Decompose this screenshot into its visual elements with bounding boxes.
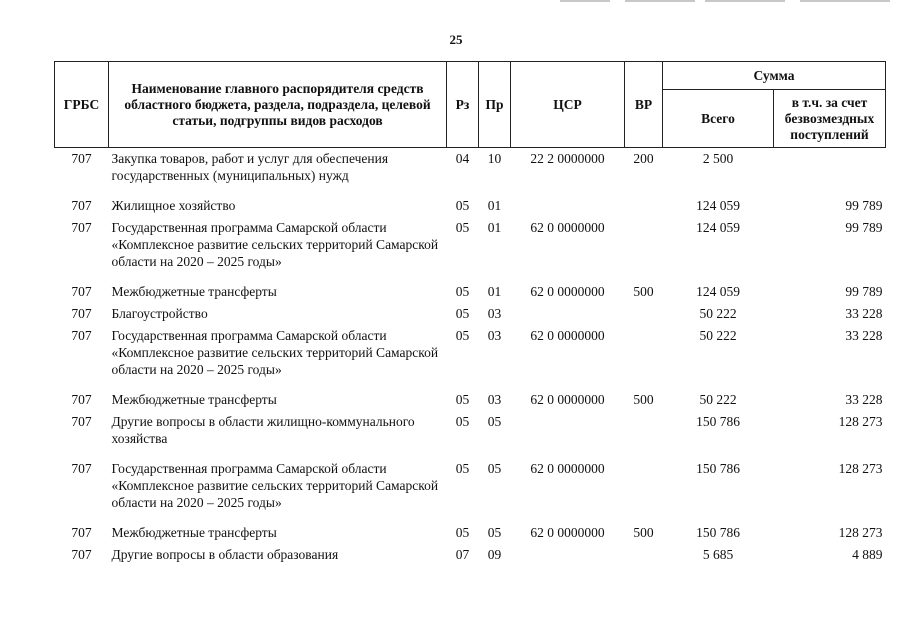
cell-total: 150 786 bbox=[696, 525, 740, 540]
cell-name: Благоустройство bbox=[111, 306, 208, 321]
cell-pr: 09 bbox=[487, 547, 502, 562]
cell-rz: 05 bbox=[455, 461, 470, 476]
cell-csr: 22 2 0000000 bbox=[530, 151, 605, 166]
cell-vr: 500 bbox=[633, 392, 654, 407]
header-rz: Рз bbox=[447, 62, 479, 148]
cell-free: 33 228 bbox=[845, 328, 883, 343]
table-row bbox=[55, 281, 886, 303]
cell-csr bbox=[511, 195, 625, 217]
cell-rz: 05 bbox=[455, 392, 470, 407]
cell-rz: 05 bbox=[455, 284, 470, 299]
cell-total: 50 222 bbox=[699, 328, 737, 343]
cell-name: Межбюджетные трансферты bbox=[111, 525, 277, 540]
cell-grbs: 707 bbox=[71, 220, 92, 235]
cell-grbs: 707 bbox=[71, 414, 92, 429]
table-row bbox=[55, 217, 886, 281]
cell-grbs: 707 bbox=[71, 392, 92, 407]
cell-name: Государственная программа Самарской области «Комплексное развитие сельских территорий Самарской области на 2020 – 2025 годы» bbox=[111, 461, 439, 510]
cell-vr bbox=[625, 458, 663, 522]
budget-table bbox=[54, 61, 886, 566]
cell-pr: 01 bbox=[487, 284, 502, 299]
cell-grbs: 707 bbox=[71, 284, 92, 299]
cell-csr: 62 0 0000000 bbox=[530, 284, 605, 299]
cell-grbs: 707 bbox=[71, 151, 92, 166]
cell-free: 99 789 bbox=[845, 198, 883, 213]
cell-pr: 01 bbox=[487, 198, 502, 213]
cell-free: 128 273 bbox=[838, 461, 883, 476]
cell-name: Другие вопросы в области жилищно-коммунального хозяйства bbox=[111, 414, 415, 446]
cell-vr bbox=[625, 217, 663, 281]
cell-free: 128 273 bbox=[838, 414, 883, 429]
page-number: 25 bbox=[449, 32, 463, 47]
cell-rz: 05 bbox=[455, 328, 470, 343]
cell-vr bbox=[625, 411, 663, 458]
cell-total: 124 059 bbox=[696, 284, 740, 299]
cell-free bbox=[774, 148, 886, 196]
table-row bbox=[55, 148, 886, 196]
cell-vr: 200 bbox=[633, 151, 654, 166]
cell-rz: 05 bbox=[455, 306, 470, 321]
cell-vr bbox=[625, 195, 663, 217]
cell-free: 128 273 bbox=[838, 525, 883, 540]
cell-grbs: 707 bbox=[71, 306, 92, 321]
cell-total: 50 222 bbox=[699, 306, 737, 321]
cell-csr bbox=[511, 411, 625, 458]
cell-free: 4 889 bbox=[852, 547, 883, 562]
cell-name: Межбюджетные трансферты bbox=[111, 284, 277, 299]
cell-csr: 62 0 0000000 bbox=[530, 392, 605, 407]
cell-pr: 03 bbox=[487, 392, 502, 407]
header-vr: ВР bbox=[625, 62, 663, 148]
header-grbs: ГРБС bbox=[55, 62, 109, 148]
header-free: в т.ч. за счет безвозмездных поступлений bbox=[774, 90, 886, 148]
table-row bbox=[55, 458, 886, 522]
cell-rz: 04 bbox=[455, 151, 470, 166]
table-row bbox=[55, 195, 886, 217]
cell-vr bbox=[625, 303, 663, 325]
cell-vr: 500 bbox=[633, 284, 654, 299]
header-sum: Сумма bbox=[663, 62, 886, 90]
header-pr: Пр bbox=[479, 62, 511, 148]
cell-csr bbox=[511, 544, 625, 566]
cell-grbs: 707 bbox=[71, 198, 92, 213]
cell-name: Межбюджетные трансферты bbox=[111, 392, 277, 407]
cell-pr: 03 bbox=[487, 328, 502, 343]
cell-csr: 62 0 0000000 bbox=[530, 220, 605, 235]
cell-rz: 05 bbox=[455, 198, 470, 213]
cell-vr: 500 bbox=[633, 525, 654, 540]
cell-rz: 05 bbox=[455, 220, 470, 235]
header-name: Наименование главного распорядителя средств областного бюджета, раздела, подраздела, целевой статьи, подгруппы видов расходов bbox=[109, 62, 447, 148]
table-row bbox=[55, 522, 886, 544]
table-row bbox=[55, 411, 886, 458]
cell-total: 124 059 bbox=[696, 198, 740, 213]
cell-rz: 05 bbox=[455, 414, 470, 429]
cell-free: 33 228 bbox=[845, 306, 883, 321]
header-total: Всего bbox=[663, 90, 774, 148]
cell-name: Жилищное хозяйство bbox=[111, 198, 236, 213]
cell-pr: 05 bbox=[487, 461, 502, 476]
cell-free: 99 789 bbox=[845, 220, 883, 235]
cell-name: Другие вопросы в области образования bbox=[111, 547, 339, 562]
cell-csr: 62 0 0000000 bbox=[530, 461, 605, 476]
cell-total: 5 685 bbox=[702, 547, 734, 562]
cell-vr bbox=[625, 325, 663, 389]
cell-grbs: 707 bbox=[71, 547, 92, 562]
cell-vr bbox=[625, 544, 663, 566]
cell-pr: 05 bbox=[487, 414, 502, 429]
cell-total: 2 500 bbox=[702, 151, 734, 166]
table-row bbox=[55, 544, 886, 566]
cell-pr: 05 bbox=[487, 525, 502, 540]
table-row bbox=[55, 325, 886, 389]
cell-pr: 10 bbox=[487, 151, 502, 166]
table-header bbox=[55, 62, 886, 148]
cell-free: 33 228 bbox=[845, 392, 883, 407]
cell-name: Государственная программа Самарской области «Комплексное развитие сельских территорий Самарской области на 2020 – 2025 годы» bbox=[111, 220, 439, 269]
cell-total: 50 222 bbox=[699, 392, 737, 407]
cell-pr: 03 bbox=[487, 306, 502, 321]
table-row bbox=[55, 389, 886, 411]
cell-grbs: 707 bbox=[71, 328, 92, 343]
cell-grbs: 707 bbox=[71, 525, 92, 540]
cell-rz: 05 bbox=[455, 525, 470, 540]
cell-pr: 01 bbox=[487, 220, 502, 235]
cell-csr bbox=[511, 303, 625, 325]
cell-csr: 62 0 0000000 bbox=[530, 328, 605, 343]
header-csr: ЦСР bbox=[511, 62, 625, 148]
cell-grbs: 707 bbox=[71, 461, 92, 476]
cell-total: 124 059 bbox=[696, 220, 740, 235]
table-row bbox=[55, 303, 886, 325]
cell-free: 99 789 bbox=[845, 284, 883, 299]
cell-total: 150 786 bbox=[696, 414, 740, 429]
cell-name: Государственная программа Самарской области «Комплексное развитие сельских территорий Самарской области на 2020 – 2025 годы» bbox=[111, 328, 439, 377]
cell-csr: 62 0 0000000 bbox=[530, 525, 605, 540]
table-body bbox=[55, 148, 886, 567]
cell-name: Закупка товаров, работ и услуг для обеспечения государственных (муниципальных) нужд bbox=[111, 151, 389, 183]
cell-rz: 07 bbox=[455, 547, 470, 562]
cell-total: 150 786 bbox=[696, 461, 740, 476]
scan-edge-marks bbox=[0, 0, 912, 4]
